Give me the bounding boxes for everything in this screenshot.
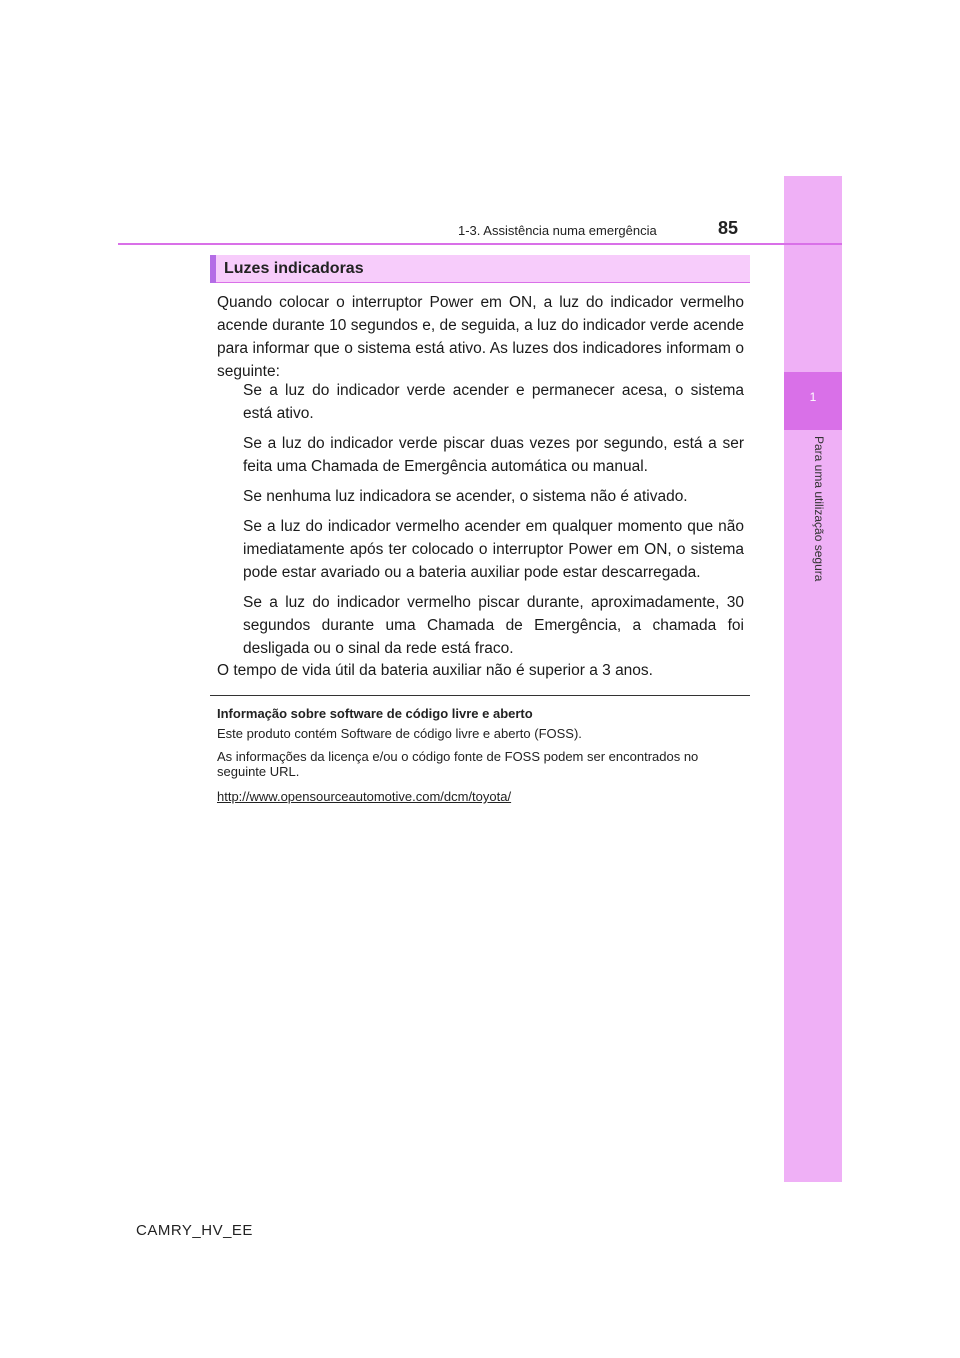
chapter-title: Para uma utilização segura — [812, 436, 826, 582]
note-divider — [210, 695, 750, 696]
section-title: Luzes indicadoras — [224, 260, 364, 277]
chapter-side-tab — [784, 176, 842, 1182]
list-item: Se a luz do indicador vermelho piscar durante, aproximadamente, 30 segundos durante uma Chamada de Emergência, a chamada foi desligada ou o sinal da rede está fraco. — [243, 594, 744, 657]
page-number: 85 — [718, 218, 739, 238]
section-heading-bar — [210, 255, 750, 283]
list-item: Se a luz do indicador verde piscar duas vezes por segundo, está a ser feita uma Chamada de Emergência automática ou manual. — [243, 435, 744, 475]
indicator-list — [243, 379, 744, 667]
note-text: As informações da licença e/ou o código fonte de FOSS podem ser encontrados no seguinte URL. — [217, 749, 699, 779]
chapter-number: 1 — [809, 390, 817, 404]
section-heading-accent — [210, 255, 216, 283]
intro-paragraph: Quando colocar o interruptor Power em ON, a luz do indicador vermelho acende durante 10 segundos e, de seguida, a luz do indicador verde acende para informar que o sistema está ativo. As luzes dos indicadores informam o seguinte: — [217, 294, 744, 380]
model-code: CAMRY_HV_EE — [136, 1222, 253, 1239]
note-text: Este produto contém Software de código livre e aberto (FOSS). — [217, 726, 582, 741]
note-title: Informação sobre software de código livre e aberto — [217, 706, 533, 721]
header-section-title: 1-3. Assistência numa emergência — [458, 223, 657, 238]
foss-url-link[interactable]: http://www.opensourceautomotive.com/dcm/toyota/ — [217, 789, 512, 804]
list-item: Se a luz do indicador verde acender e permanecer acesa, o sistema está ativo. — [243, 382, 744, 422]
battery-life-paragraph: O tempo de vida útil da bateria auxiliar não é superior a 3 anos. — [217, 662, 653, 679]
list-item: Se nenhuma luz indicadora se acender, o sistema não é ativado. — [243, 488, 688, 505]
header-divider — [118, 243, 842, 245]
list-item: Se a luz do indicador vermelho acender em qualquer momento que não imediatamente após ter colocado o interruptor Power em ON, o sistema pode estar avariado ou a bateria auxiliar pode estar descarregada. — [243, 518, 744, 581]
